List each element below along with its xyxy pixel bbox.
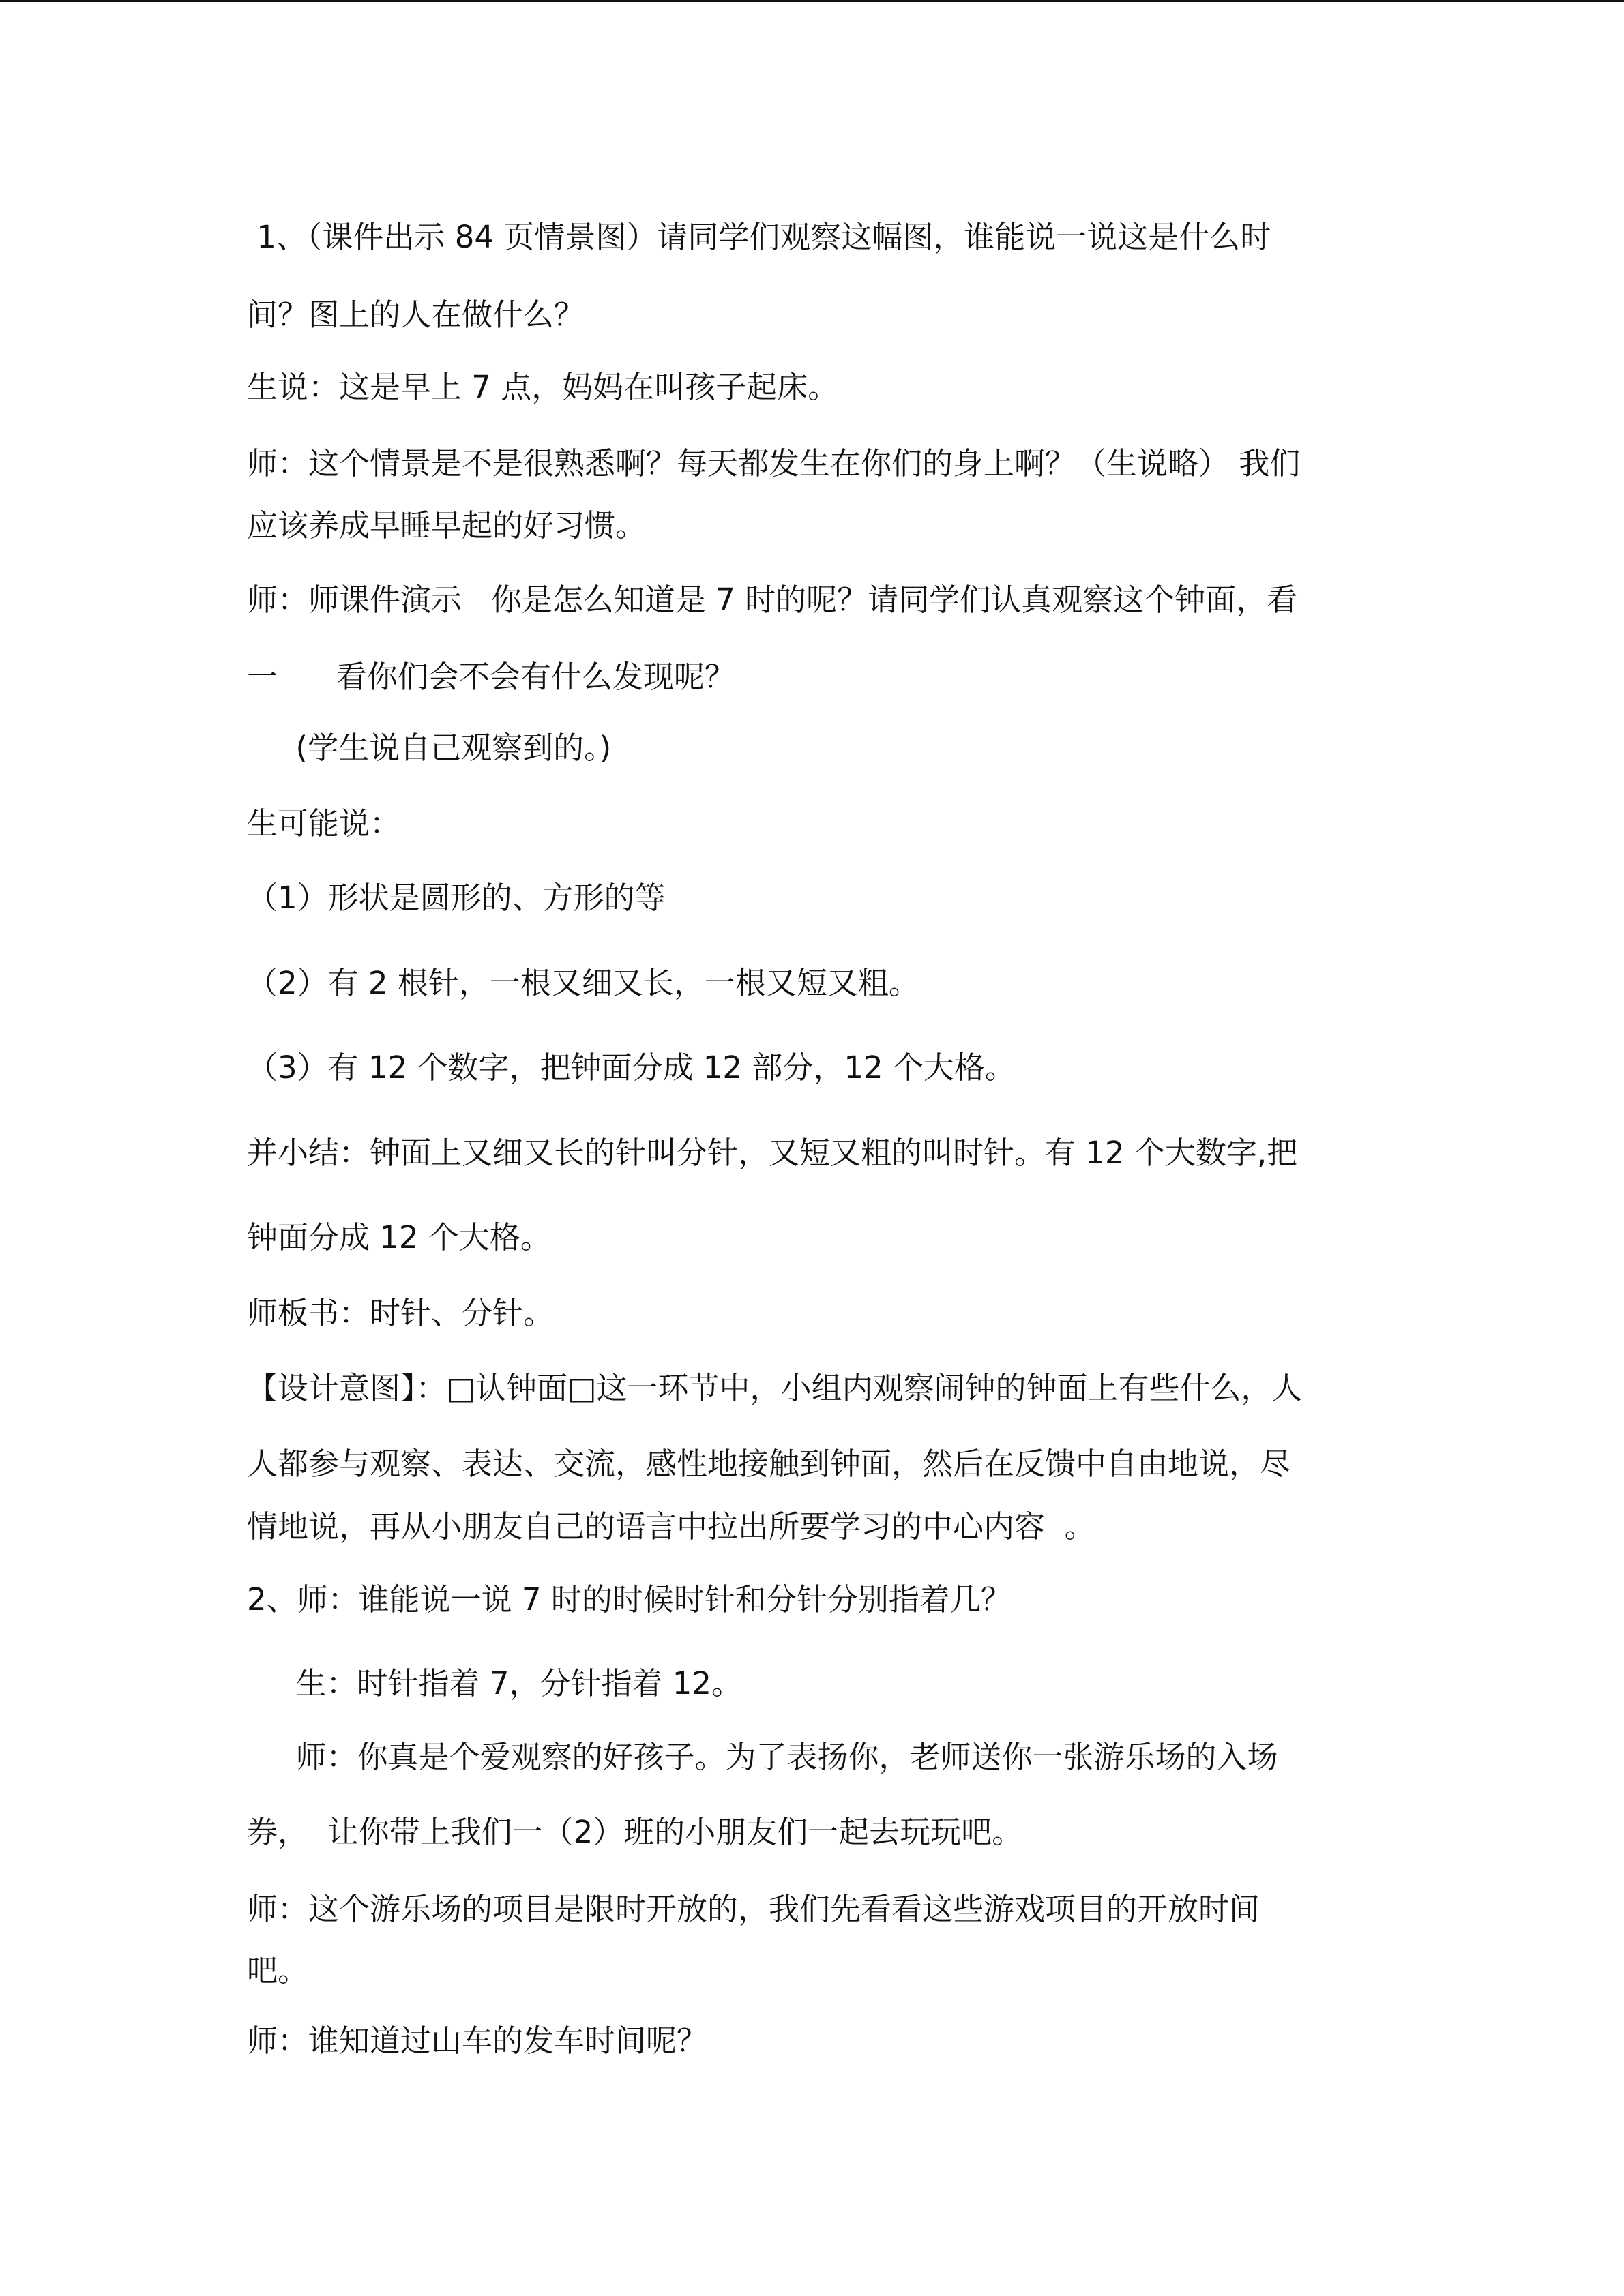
text-line-16: 【设计意图】：□认钟面□这一环节中，小组内观察闹钟的钟面上有些什么，人: [247, 1370, 1303, 1406]
text-line-18: 情地说，再从小朋友自己的语言中拉出所要学习的中心内容 。: [247, 1508, 1095, 1545]
text-line-17: 人都参与观察、表达、交流，感性地接触到钟面，然后在反馈中自由地说，尽: [247, 1446, 1291, 1482]
text-line-25: 师：谁知道过山车的发车时间呢？: [247, 2023, 708, 2059]
text-line-3: 生说：这是早上 7 点，妈妈在叫孩子起床。: [247, 369, 839, 405]
text-line-14: 钟面分成 12 个大格。: [247, 1219, 551, 1255]
text-line-9: 生可能说：: [247, 805, 401, 841]
text-line-5: 应该养成早睡早起的好习惯。: [247, 507, 647, 543]
text-line-8: (学生说自己观察到的。): [247, 730, 612, 766]
text-line-7: 一 看你们会不会有什么发现呢？: [247, 659, 735, 695]
text-line-11: （2）有 2 根针，一根又细又长，一根又短又粗。: [247, 965, 919, 1001]
text-line-13: 并小结：钟面上又细又长的针叫分针，又短又粗的叫时针。有 12 个大数字,把: [247, 1135, 1298, 1171]
text-line-2: 间？图上的人在做什么？: [247, 297, 585, 333]
text-line-21: 师：你真是个爱观察的好孩子。为了表扬你，老师送你一张游乐场的入场: [247, 1739, 1278, 1775]
text-line-4: 师：这个情景是不是很熟悉啊？每天都发生在你们的身上啊？（生说略） 我们: [247, 445, 1301, 481]
text-line-10: （1）形状是圆形的、方形的等: [247, 880, 666, 916]
text-line-20: 生：时针指着 7，分针指着 12。: [247, 1665, 743, 1701]
text-line-15: 师板书：时针、分针。: [247, 1295, 555, 1331]
text-line-19: 2、师：谁能说一说 7 时的时候时针和分针分别指着几？: [247, 1581, 1012, 1617]
text-line-1: 1、（课件出示 84 页情景图）请同学们观察这幅图，谁能说一说这是什么时: [247, 219, 1271, 255]
text-line-23: 师：这个游乐场的项目是限时开放的，我们先看看这些游戏项目的开放时间: [247, 1891, 1260, 1927]
text-line-24: 吧。: [247, 1952, 309, 1988]
text-line-12: （3）有 12 个数字，把钟面分成 12 部分，12 个大格。: [247, 1049, 1016, 1086]
top-border: [0, 0, 1624, 2]
text-line-6: 师：师课件演示 你是怎么知道是 7 时的呢？请同学们认真观察这个钟面，看: [247, 582, 1298, 618]
text-line-22: 券， 让你带上我们一（2）班的小朋友们一起去玩玩吧。: [247, 1814, 1023, 1850]
